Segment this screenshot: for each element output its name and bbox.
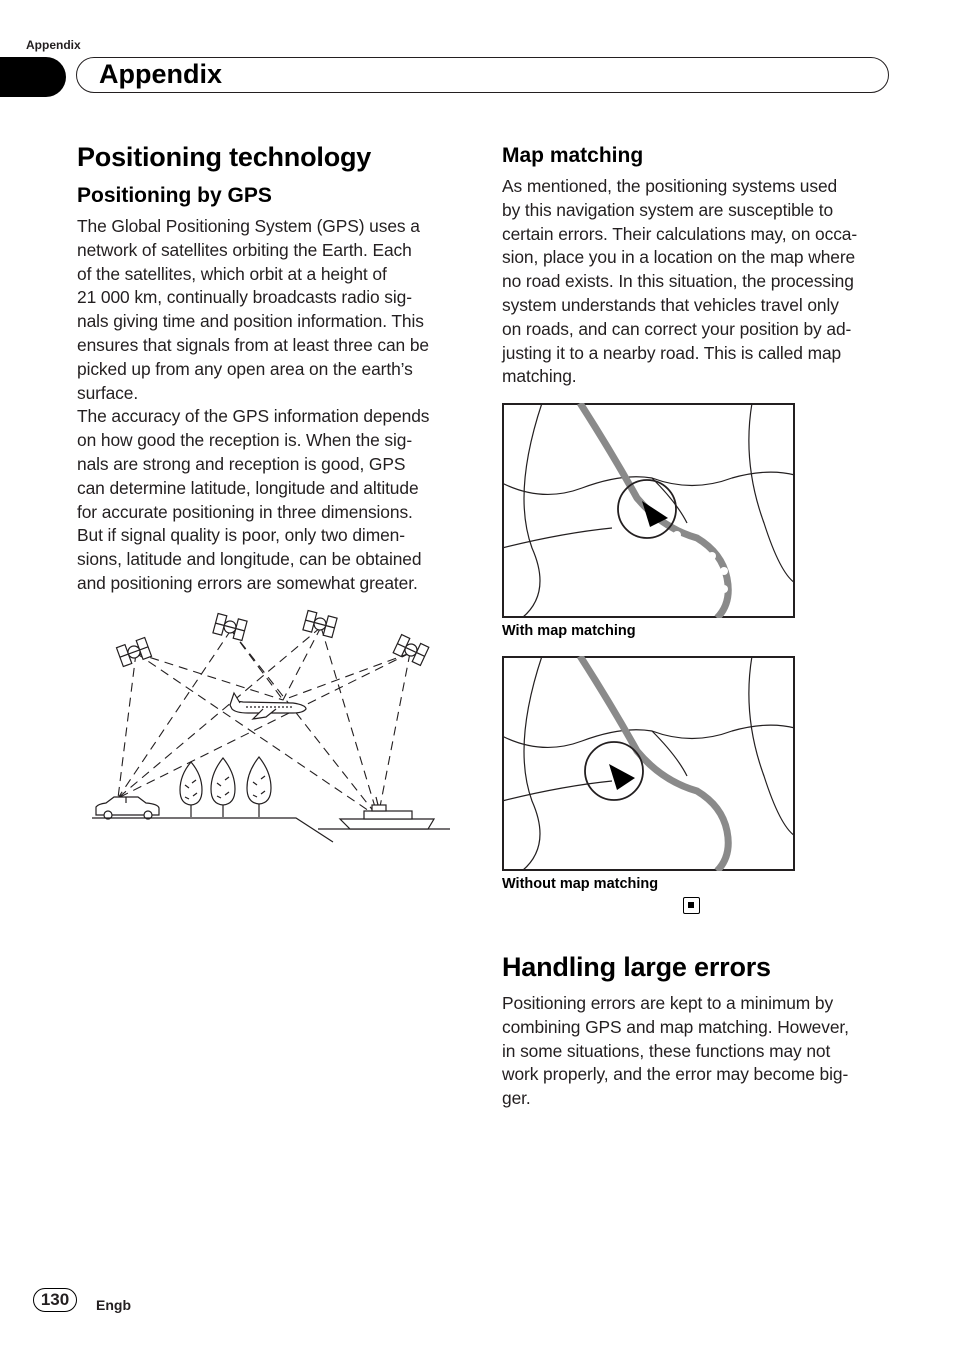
tree-icon	[247, 757, 271, 817]
gps-paragraph-1: The Global Positioning System (GPS) uses a network of satellites orbiting the Earth. Each of the satellites, which orbit at a height of 21 000 km, continually broadcasts radio sig- nals giving time and position information. This ensures that signals from at least three can be picked up from any open area on the earth’s surface.	[77, 216, 430, 403]
gps-illustration	[88, 605, 458, 845]
airplane-icon	[230, 693, 306, 719]
map-with-matching-figure	[502, 403, 795, 618]
page-language: Engb	[96, 1297, 131, 1313]
gps-paragraph-2: The accuracy of the GPS information depends on how good the reception is. When the sig- nals are strong and reception is good, GPS can determine latitude, longitude and altitude for accurate positioning in three dimensions. But if signal quality is poor, only two dimen- sions, latitude and longitude, can be obtained and positioning errors are somewhat greater.	[77, 406, 430, 593]
caption-with-map-matching: With map matching	[502, 623, 636, 639]
ground-line	[92, 818, 333, 842]
running-head: Appendix	[26, 38, 81, 52]
right-column	[502, 140, 894, 389]
satellite-icon	[303, 610, 337, 637]
satellite-icon	[393, 635, 429, 666]
section-banner	[76, 57, 889, 93]
ship-icon	[340, 797, 434, 829]
satellite-icon	[213, 613, 247, 640]
section-tab-marker	[0, 57, 66, 97]
map-without-matching-figure	[502, 656, 795, 871]
car-icon	[96, 797, 159, 819]
section-title: Appendix	[99, 59, 223, 89]
tree-icon	[180, 762, 202, 817]
map-matching-paragraph: As mentioned, the positioning systems used by this navigation system are susceptible to certain errors. Their calculations may, on occa- sion, place you in a location on the map where no road exists. In this situation, the processing system understands that vehicles travel only on roads, and can correct your position by ad- justing it to a nearby road. This is called map matching.	[502, 176, 858, 387]
map-matching-heading: Map matching	[502, 144, 644, 167]
tree-icon	[211, 758, 235, 817]
positioning-by-gps-heading: Positioning by GPS	[77, 184, 272, 207]
errors-paragraph: Positioning errors are kept to a minimum by combining GPS and map matching. However, in some situations, these functions may not work properly, and the error may become big- ger.	[502, 993, 849, 1109]
left-column	[77, 140, 467, 596]
errors-section	[502, 950, 894, 1111]
positioning-technology-heading: Positioning technology	[77, 142, 372, 172]
caption-without-map-matching: Without map matching	[502, 876, 659, 892]
end-square-icon	[683, 897, 700, 914]
handling-large-errors-heading: Handling large errors	[502, 952, 771, 982]
page-number: 130	[33, 1288, 77, 1312]
satellite-icon	[116, 637, 151, 666]
